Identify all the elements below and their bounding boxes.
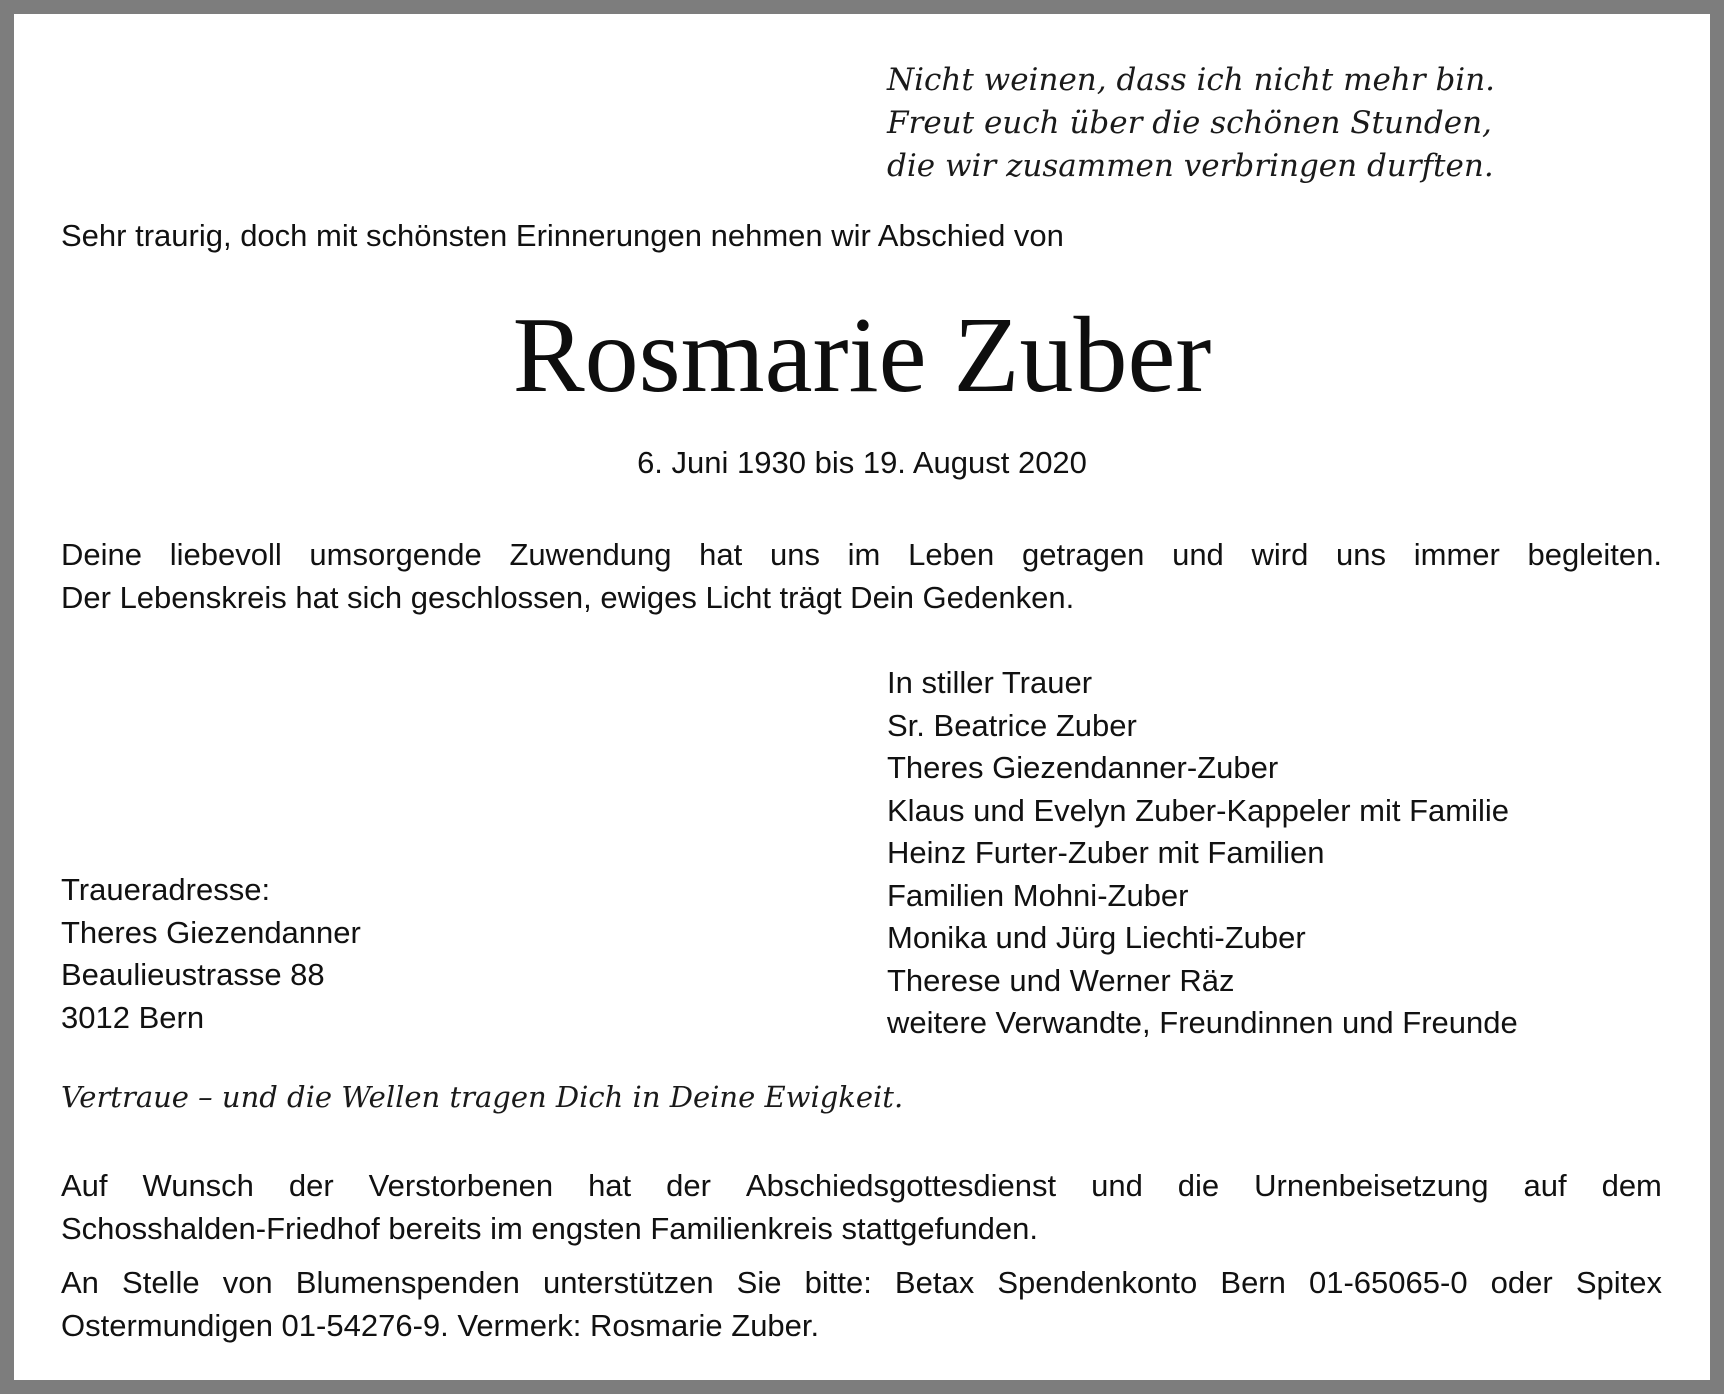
closing-verse: Vertraue – und die Wellen tragen Dich in Deine Ewigkeit.: [61, 1080, 904, 1114]
mourners-list: [887, 662, 1518, 1045]
tribute-text: [61, 533, 1662, 619]
address-label: Traueradresse:: [61, 872, 271, 907]
funeral-notice-line: Schosshalden-Friedhof bereits im engsten Familienkreis stattgefunden.: [61, 1211, 1039, 1246]
tribute-line: Deine liebevoll umsorgende Zuwendung hat uns im Leben getragen und wird uns immer begleiten.: [61, 537, 1662, 572]
funeral-notice: [61, 1164, 1662, 1250]
donation-notice-line: Ostermundigen 01-54276-9. Vermerk: Rosmarie Zuber.: [61, 1308, 820, 1343]
motto-line: Nicht weinen, dass ich nicht mehr bin.: [887, 62, 1496, 98]
motto-quote: [887, 59, 1495, 188]
motto-line: die wir zusammen verbringen durften.: [887, 148, 1494, 184]
obituary-notice: [14, 14, 1710, 1380]
mourner-name: weitere Verwandte, Freundinnen und Freunde: [887, 1005, 1518, 1040]
mourner-name: Klaus und Evelyn Zuber-Kappeler mit Familie: [887, 792, 1509, 828]
mourning-address: [61, 869, 361, 1039]
address-street: Beaulieustrasse 88: [61, 957, 325, 992]
life-dates: 6. Juni 1930 bis 19. August 2020: [637, 445, 1087, 480]
deceased-name: Rosmarie Zuber: [512, 296, 1212, 415]
donation-notice: [61, 1261, 1662, 1347]
mourner-name: Heinz Furter-Zuber mit Familien: [887, 835, 1325, 870]
mourners-heading: In stiller Trauer: [887, 665, 1093, 700]
mourner-name: Monika und Jürg Liechti-Zuber: [887, 920, 1306, 955]
mourner-name: Sr. Beatrice Zuber: [887, 707, 1137, 743]
intro-text: Sehr traurig, doch mit schönsten Erinnerungen nehmen wir Abschied von: [61, 218, 1064, 253]
address-city: 3012 Bern: [61, 999, 205, 1035]
address-name: Theres Giezendanner: [61, 914, 361, 950]
funeral-notice-line: Auf Wunsch der Verstorbenen hat der Abschiedsgottesdienst und die Urnenbeisetzung auf dem: [61, 1168, 1662, 1203]
mourner-name: Theres Giezendanner-Zuber: [887, 750, 1279, 785]
donation-notice-line: An Stelle von Blumenspenden unterstützen Sie bitte: Betax Spendenkonto Bern 01-65065-0 oder Spitex: [61, 1265, 1662, 1300]
mourner-name: Therese und Werner Räz: [887, 962, 1235, 998]
tribute-line: Der Lebenskreis hat sich geschlossen, ewiges Licht trägt Dein Gedenken.: [61, 580, 1075, 615]
motto-line: Freut euch über die schönen Stunden,: [887, 105, 1492, 141]
mourner-name: Familien Mohni-Zuber: [887, 877, 1189, 913]
